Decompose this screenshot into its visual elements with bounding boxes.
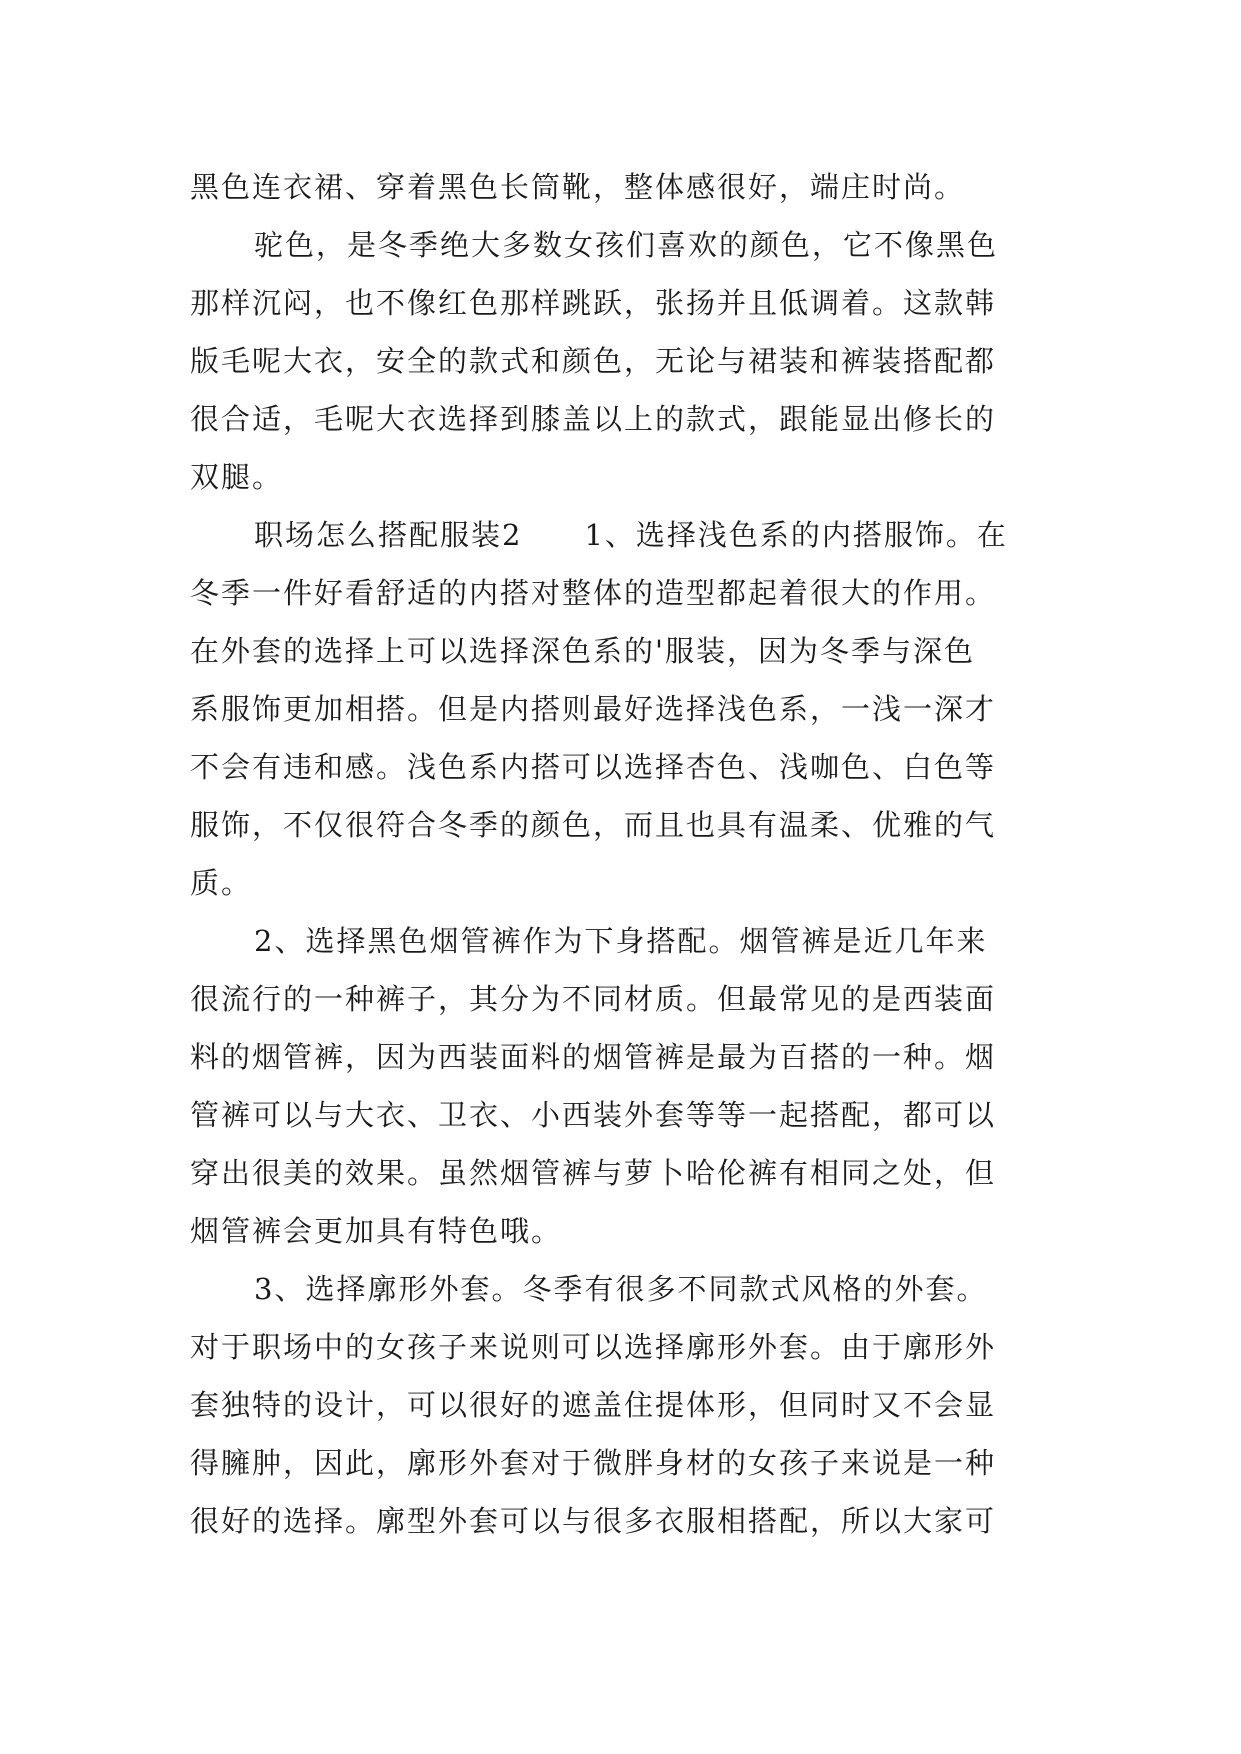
text-line: 很合适，毛呢大衣选择到膝盖以上的款式，跟能显出修长的 <box>190 402 997 436</box>
text-line: 很好的选择。廓型外套可以与很多衣服相搭配，所以大家可 <box>190 1504 997 1538</box>
text-line: 系服饰更加相搭。但是内搭则最好选择浅色系，一浅一深才 <box>190 692 997 726</box>
text-line: 在外套的选择上可以选择深色系的'服装，因为冬季与深色 <box>190 634 975 668</box>
text-line: 3、选择廓形外套。冬季有很多不同款式风格的外套。 <box>254 1272 988 1306</box>
text-line: 不会有违和感。浅色系内搭可以选择杏色、浅咖色、白色等 <box>190 750 997 784</box>
text-line: 烟管裤会更加具有特色哦。 <box>190 1214 563 1248</box>
text-line: 2、选择黑色烟管裤作为下身搭配。烟管裤是近几年来 <box>254 924 988 958</box>
text-line: 很流行的一种裤子，其分为不同材质。但最常见的是西装面 <box>190 982 997 1016</box>
paragraph-2 <box>190 216 1060 506</box>
text-line: 服饰，不仅很符合冬季的颜色，而且也具有温柔、优雅的气 <box>190 808 997 842</box>
paragraph-3 <box>190 506 1060 912</box>
document-body <box>190 158 1060 1550</box>
text-line: 穿出很美的效果。虽然烟管裤与萝卜哈伦裤有相同之处，但 <box>190 1156 997 1190</box>
text-line: 料的烟管裤，因为西装面料的烟管裤是最为百搭的一种。烟 <box>190 1040 997 1074</box>
text-line: 管裤可以与大衣、卫衣、小西装外套等等一起搭配，都可以 <box>190 1098 997 1132</box>
text-line: 套独特的设计，可以很好的遮盖住提体形，但同时又不会显 <box>190 1388 997 1422</box>
text-line: 双腿。 <box>190 460 284 494</box>
paragraph-5 <box>190 1260 1060 1550</box>
paragraph-1 <box>190 158 1060 216</box>
text-line: 版毛呢大衣，安全的款式和颜色，无论与裙装和裤装搭配都 <box>190 344 997 378</box>
text-line: 黑色连衣裙、穿着黑色长筒靴，整体感很好，端庄时尚。 <box>190 170 966 204</box>
text-line: 职场怎么搭配服装2 1、选择浅色系的内搭服饰。在 <box>254 518 1008 552</box>
text-line: 质。 <box>190 866 253 900</box>
text-line: 冬季一件好看舒适的内搭对整体的造型都起着很大的作用。 <box>190 576 997 610</box>
text-line: 得臃肿，因此，廓形外套对于微胖身材的女孩子来说是一种 <box>190 1446 997 1480</box>
paragraph-4 <box>190 912 1060 1260</box>
text-line: 对于职场中的女孩子来说则可以选择廓形外套。由于廓形外 <box>190 1330 997 1364</box>
text-line: 驼色，是冬季绝大多数女孩们喜欢的颜色，它不像黑色 <box>254 228 999 262</box>
text-line: 那样沉闷，也不像红色那样跳跃，张扬并且低调着。这款韩 <box>190 286 997 320</box>
